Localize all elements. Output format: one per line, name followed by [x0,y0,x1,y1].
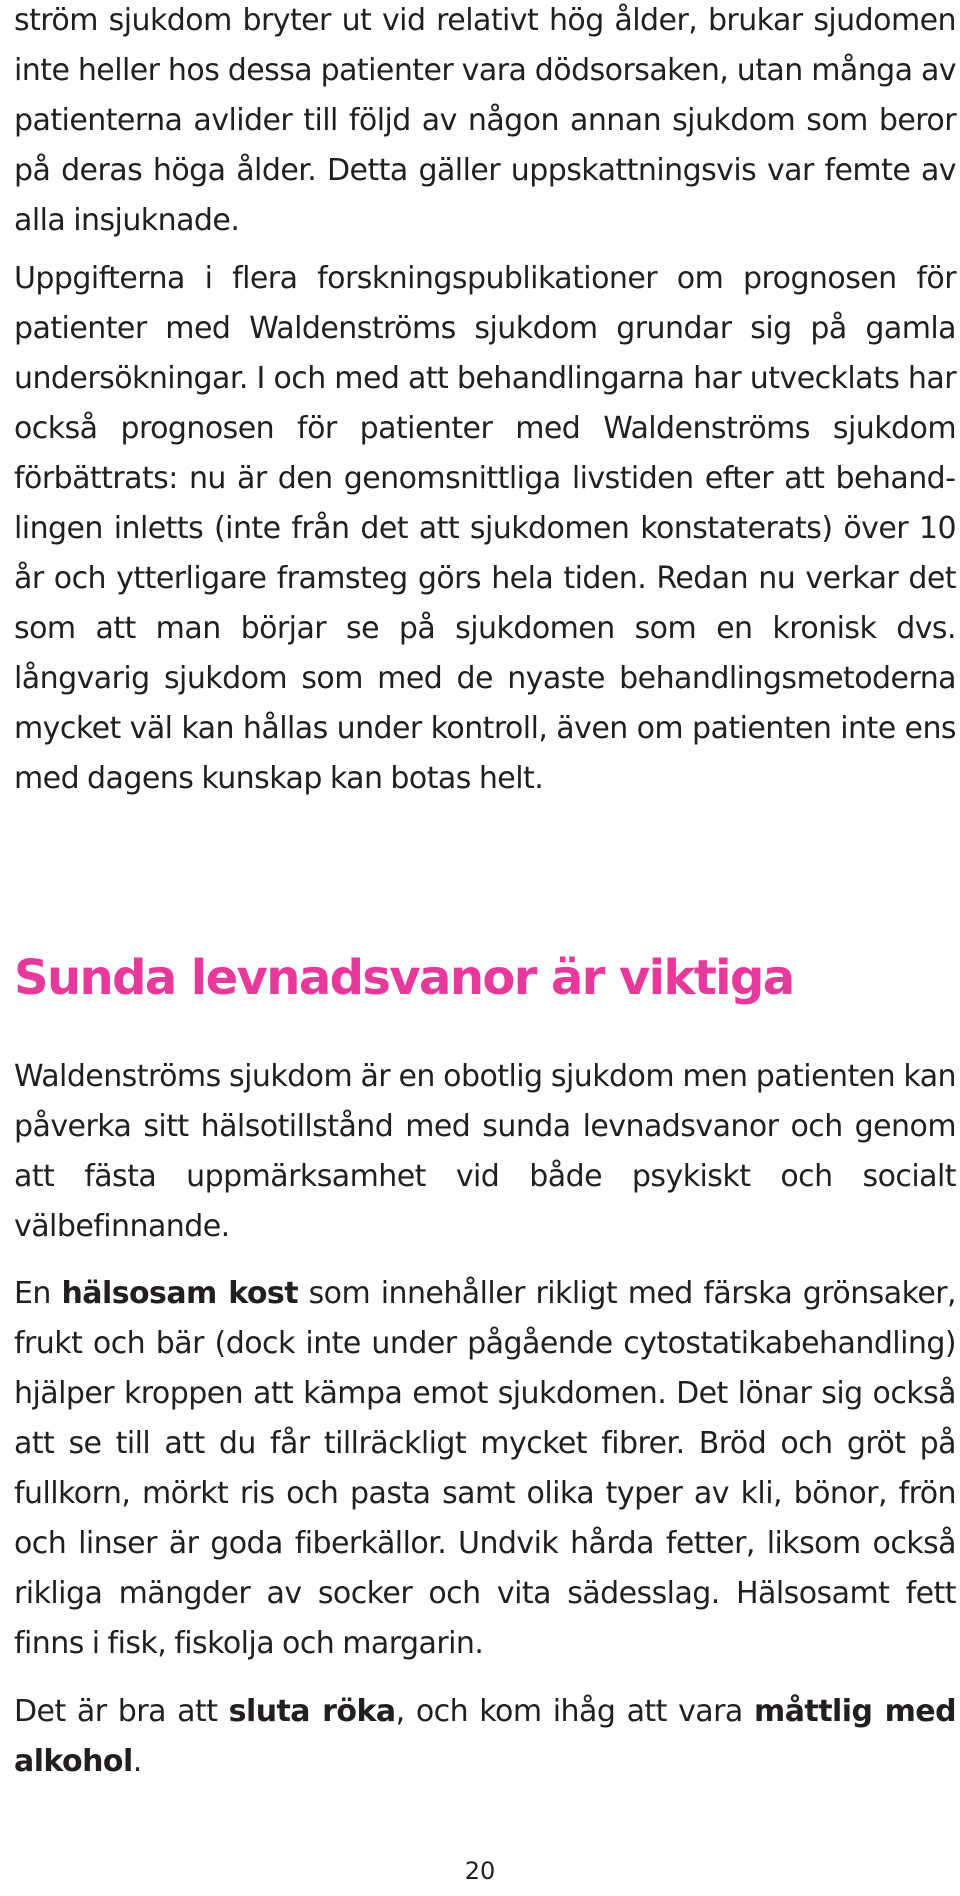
diet-body-text: som innehåller rikligt med färska grönsaker, frukt och bär (dock inte under pågående cytostatikabehandling) hjälper kroppen att kämpa emot sjukdomen. Det lönar sig också att se till att du får tillräckligt mycket fibrer. Bröd och gröt på fullkorn, mörkt ris och pasta samt olika typer av kli, bönor, frön och linser är goda fiberkällor. Undvik hårda fetter, liksom också rikliga mängder av socker och vita sädesslag. Hälsosamt fett finns i fisk, fiskolja och margarin. [14,1276,957,1661]
paragraph-healthy-habits: Waldenströms sjukdom är en obotlig sjukdom men patienten kan påverka sitt hälsotillstånd med sunda levnadsvanor och genom att fästa uppmärksamhet vid både psykiskt och socialt välbefinnande. [14,1059,956,1244]
smoking-lead-text: Det är bra att [14,1694,229,1729]
paragraph-prognosis-research: Uppgifterna i flera forskningspublikationer om prognosen för patienter med Waldenströms sjukdom grundar sig på gamla undersökningar. I och med att behandlingarna har utvecklats har också prognosen för patienter med Waldenströms sjukdom förbättrats: nu är den genomsnittliga livstiden efter att behandlingen inletts (inte från det att sjukdomen konstaterats) över 10 år och ytterligare framsteg görs hela tiden. Redan nu verkar det som att man börjar se på sjukdomen som en kronisk dvs. långvarig sjukdom som med de nyaste behandlingsmetoderna mycket väl kan hållas under kontroll, även om patienten inte ens med dagens kunskap kan botas helt. [14,261,956,796]
diet-lead-text: En [14,1276,62,1311]
healthy-diet-emphasis: hälsosam kost [61,1276,299,1311]
smoking-middle-text: , och kom ihåg att vara [395,1694,755,1729]
page-number: 20 [464,1857,496,1885]
section-heading: Sunda levnadsvanor är viktiga [14,950,794,1006]
quit-smoking-emphasis: sluta röka [228,1694,396,1729]
paragraph-smoking-alcohol [14,1687,956,1787]
paragraph-prognosis-age: ström sjukdom bryter ut vid relativt hög ålder, brukar sjudomen inte heller hos dessa patienter vara dödsorsaken, utan många av patienterna avlider till följd av någon annan sjukdom som beror på deras höga ålder. Detta gäller uppskattningsvis var femte av alla insjuknade. [14,3,956,238]
smoking-end-text: . [132,1744,142,1779]
paragraph-healthy-diet [14,1269,956,1669]
moderate-alcohol-emphasis: måttlig med alkohol [14,1694,957,1779]
